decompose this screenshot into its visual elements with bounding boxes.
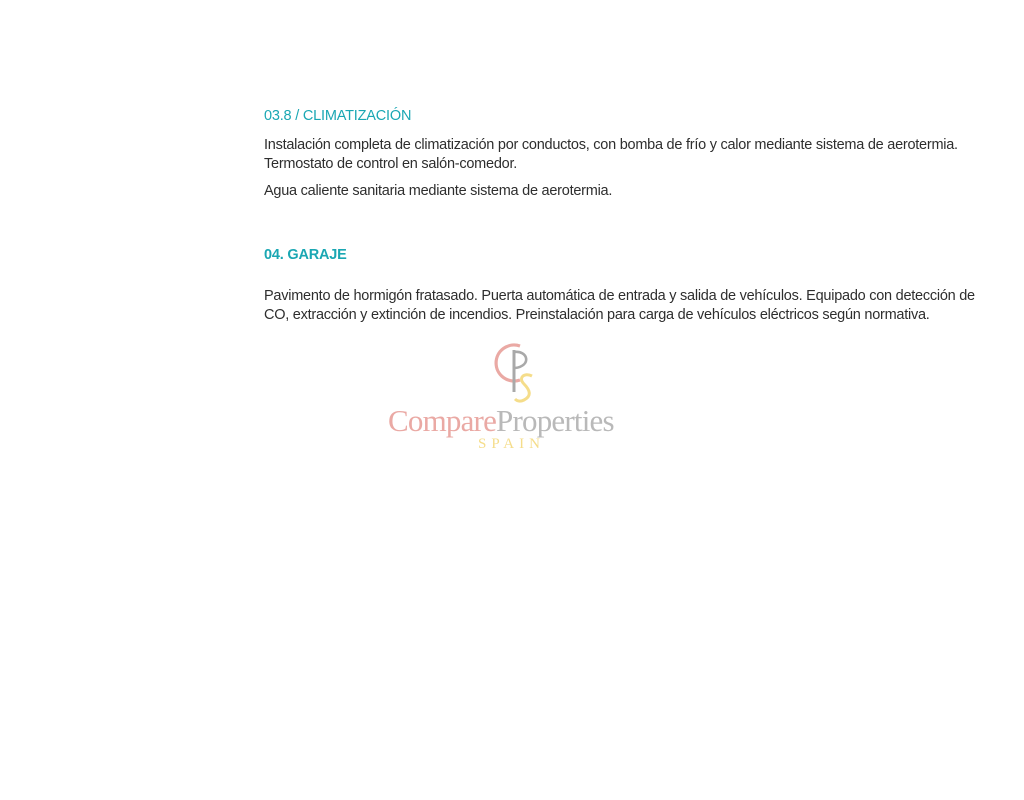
section-heading-climatizacion: 03.8 / CLIMATIZACIÓN: [264, 108, 412, 124]
watermark-properties: Properties: [496, 403, 614, 438]
climatizacion-paragraph: [264, 136, 958, 174]
acs-paragraph: Agua caliente sanitaria mediante sistema de aerotermia.: [264, 183, 613, 199]
watermark-spain: SPAIN: [478, 436, 545, 452]
section-heading-garaje: 04. GARAJE: [264, 247, 347, 263]
watermark-compare: Compare: [388, 403, 497, 438]
cps-monogram-logo: [488, 340, 548, 404]
garaje-paragraph-line-2: CO, extracción y extinción de incendios. Preinstalación para carga de vehículos eléctricos según normativa.: [264, 307, 930, 323]
compare-properties-watermark: [388, 340, 648, 460]
garaje-paragraph: [264, 287, 975, 325]
watermark-wordmark: [388, 404, 648, 438]
climatizacion-paragraph-line-1: Instalación completa de climatización por conductos, con bomba de frío y calor mediante sistema de aerotermia.: [264, 137, 958, 153]
climatizacion-paragraph-line-2: Termostato de control en salón-comedor.: [264, 156, 517, 172]
garaje-paragraph-line-1: Pavimento de hormigón fratasado. Puerta automática de entrada y salida de vehículos. Equipado con detección de: [264, 288, 975, 304]
